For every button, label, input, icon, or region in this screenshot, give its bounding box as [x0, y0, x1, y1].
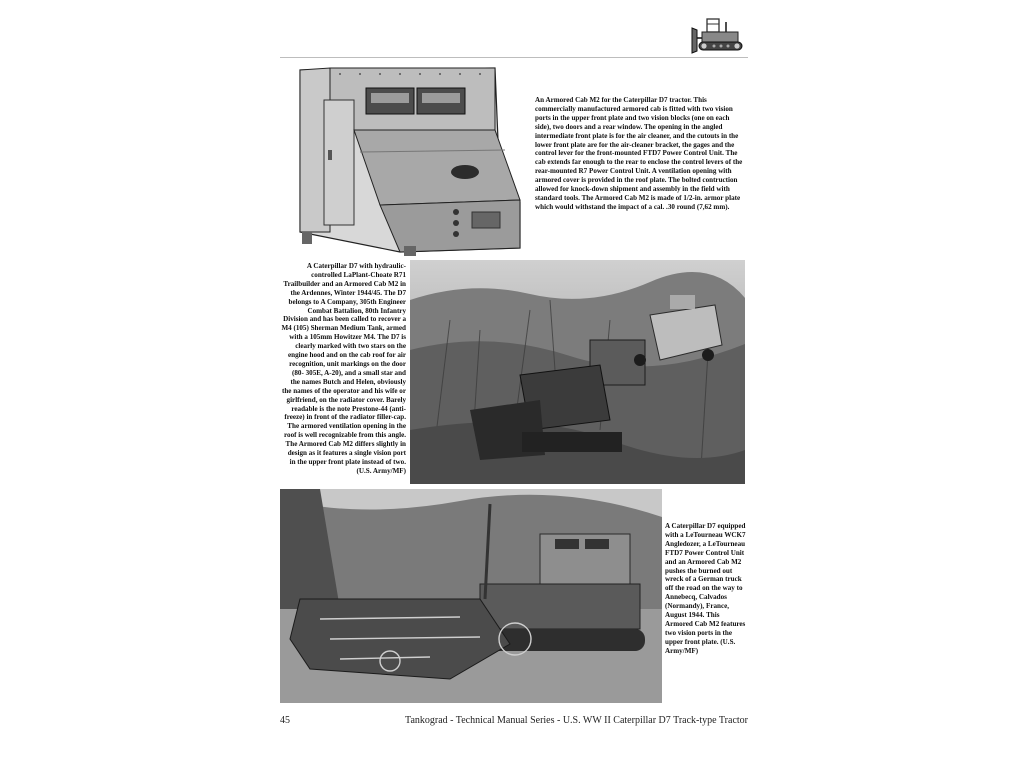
footer-title: Tankograd - Technical Manual Series - U.S. WW II Caterpillar D7 Track-type Tractor	[405, 715, 748, 726]
caption-ardennes-photo: A Caterpillar D7 with hydraulic-controlled LaPlant-Choate R71 Trailbuilder and an Armored Cab M2 in the Ardennes, Winter 1944/45. The D7 belongs to A Company, 305th Engineer Combat Battalion, 80th Infantry Division and has been called to recover a M4 (105) Sherman Medium Tank, armed with a 105mm Howitzer M4. The D7 is clearly marked with two stars on the engine hood and on the cab roof for air recognition, unit markings on the door (80- 305E, A-20), and a small star and the names Butch and Helen, obviously the names of the operator and his wife or girlfriend, on the radiator cover. Barely readable is the note Prestone-44 (anti-freeze) in front of the radiator filler-cap. The armored ventilation opening in the roof is well recognizable from this angle. The Armored Cab M2 differs slightly in design as it features a single vision port in the upper front plate instead of two. (U.S. Army/MF)	[281, 262, 406, 475]
caption-normandy-photo: A Caterpillar D7 equipped with a LeTourneau WCK7 Angledozer, a LeTourneau FTD7 Power Control Unit and an Armored Cab M2 pushes the burned out wreck of a German truck off the road on the way to Annebecq, Calvados (Normandy), France, August 1944. This Armored Cab M2 features two vision ports in the upper front plate. (U.S. Army/MF)	[665, 522, 746, 655]
ardennes-photo	[410, 260, 745, 484]
header-rule	[280, 57, 748, 58]
armored-cab-drawing	[280, 60, 530, 260]
caption-armored-cab-drawing: An Armored Cab M2 for the Caterpillar D7 tractor. This commercially manufactured armored cab is fitted with two vision ports in the upper front plate and two vision blocks (one on each side), two doors and a rear window. The opening in the angled intermediate front plate is for the air cleaner, and the cutouts in the lower front plate are for the air-cleaner bracket, the gages and the control lever for the front-mounted FTD7 Power Control Unit. The cab extends far enough to the rear to enclose the control levers of the rear-mounted R7 Power Control Unit. A ventilation opening with armored cover is provided in the roof plate. The bolted contruction allowed for knock-down shipment and assembly in the field with standard tools. The Armored Cab M2 is made of 1/2-in. armor plate which would withstand the impact of a cal. .30 round (7,62 mm).	[535, 96, 743, 211]
normandy-photo	[280, 489, 662, 703]
page-number: 45	[280, 715, 290, 726]
bulldozer-logo-icon	[690, 14, 748, 56]
page-footer	[280, 715, 748, 729]
